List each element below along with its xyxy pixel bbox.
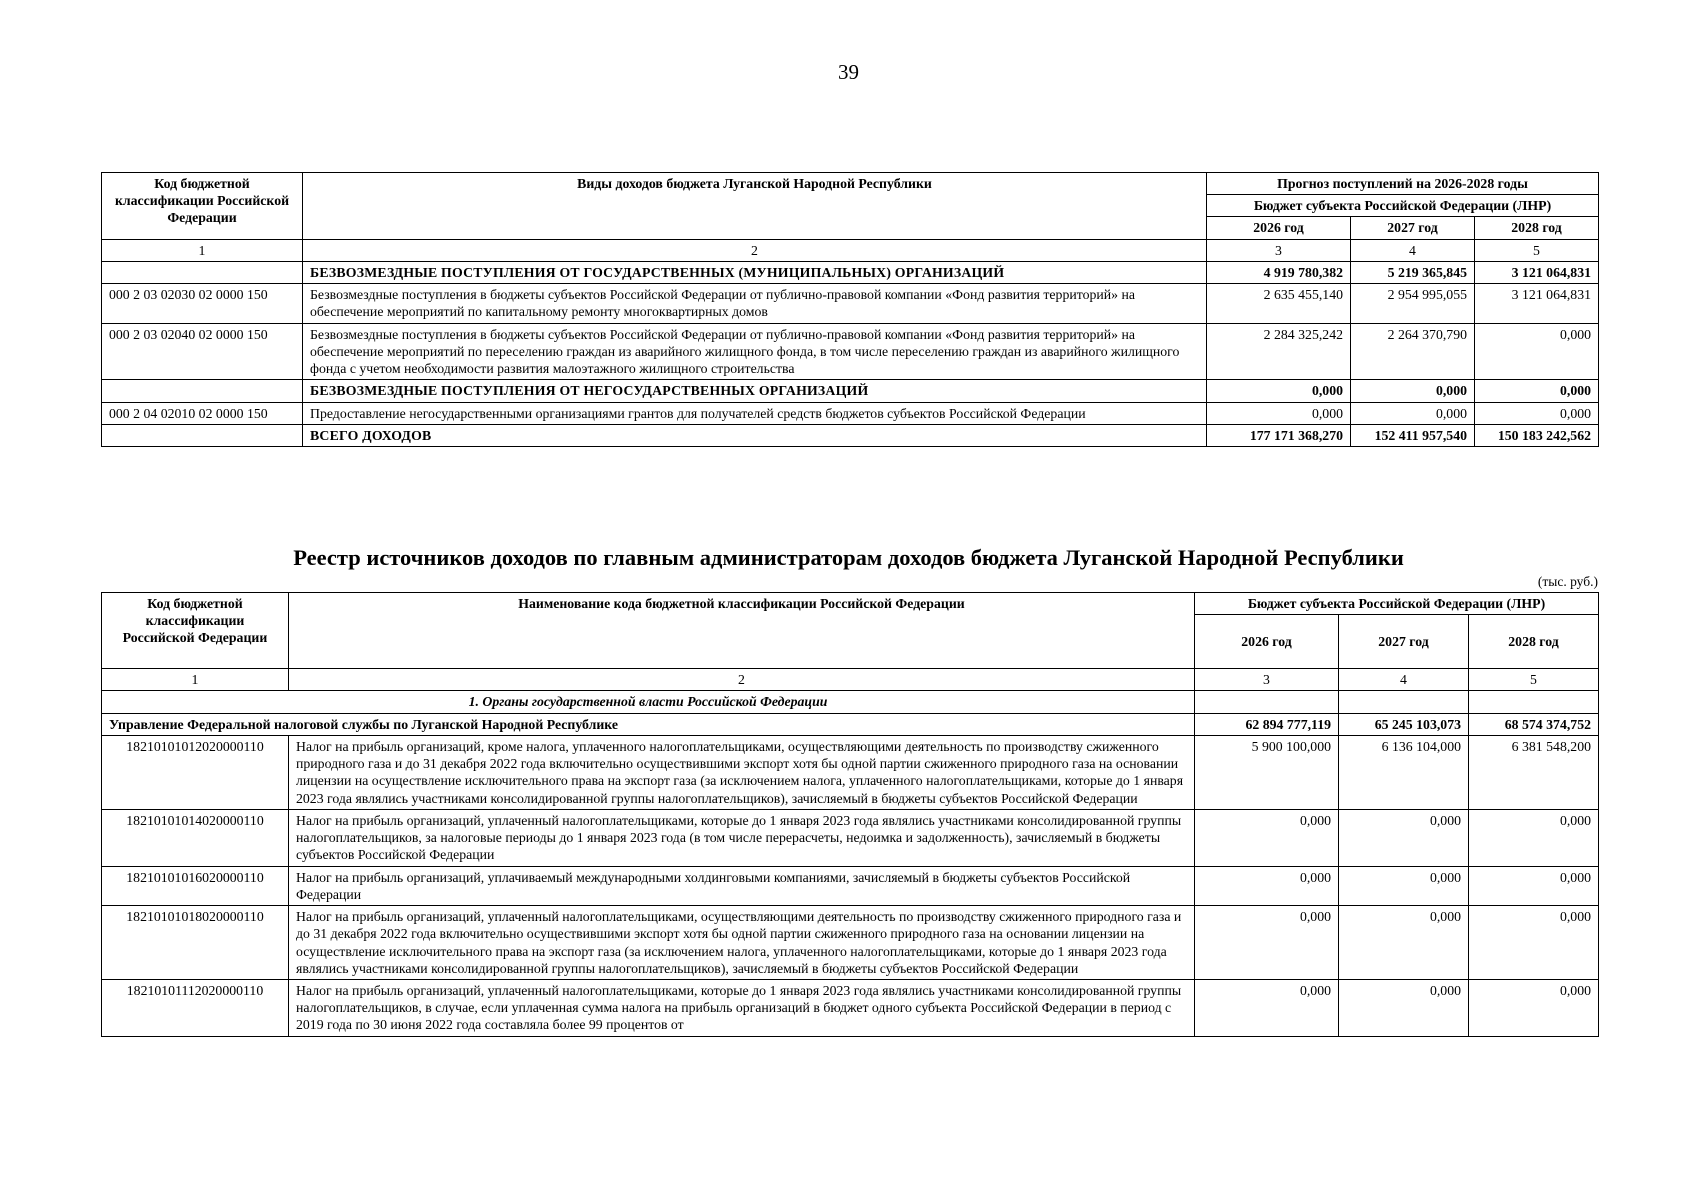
row-code: 18210101012020000110 bbox=[102, 735, 289, 809]
row-code bbox=[102, 424, 303, 446]
row-value-2028: 0,000 bbox=[1469, 906, 1599, 980]
table-row bbox=[102, 261, 1599, 283]
row-value-2027: 0,000 bbox=[1351, 402, 1475, 424]
row-code: 000 2 03 02040 02 0000 150 bbox=[102, 323, 303, 380]
row-value-2027: 5 219 365,845 bbox=[1351, 261, 1475, 283]
colnum: 3 bbox=[1195, 669, 1339, 691]
row-code: 18210101018020000110 bbox=[102, 906, 289, 980]
row-name: Предоставление негосударственными организациями грантов для получателей средств бюджетов субъектов Российской Федерации bbox=[303, 402, 1207, 424]
colnum: 3 bbox=[1207, 239, 1351, 261]
row-value-2026: 0,000 bbox=[1195, 809, 1339, 866]
header-year-2028: 2028 год bbox=[1469, 615, 1599, 669]
header-forecast: Прогноз поступлений на 2026-2028 годы bbox=[1207, 173, 1599, 195]
row-value-2027: 0,000 bbox=[1351, 380, 1475, 402]
table-row bbox=[102, 735, 1599, 809]
header-budget: Бюджет субъекта Российской Федерации (ЛНР) bbox=[1207, 195, 1599, 217]
table-row bbox=[102, 979, 1599, 1036]
row-value-2028: 0,000 bbox=[1475, 402, 1599, 424]
row-code: 18210101016020000110 bbox=[102, 866, 289, 905]
header-kbk-name: Наименование кода бюджетной классификации Российской Федерации bbox=[289, 593, 1195, 669]
row-value-2028: 0,000 bbox=[1475, 323, 1599, 380]
table-row bbox=[102, 809, 1599, 866]
row-code: 000 2 03 02030 02 0000 150 bbox=[102, 284, 303, 323]
revenue-forecast-table bbox=[101, 172, 1599, 447]
table-row bbox=[102, 323, 1599, 380]
empty-cell bbox=[1195, 691, 1339, 713]
colnum: 4 bbox=[1339, 669, 1469, 691]
row-value-2026: 0,000 bbox=[1207, 402, 1351, 424]
row-code: 18210101112020000110 bbox=[102, 979, 289, 1036]
row-value-2026: 4 919 780,382 bbox=[1207, 261, 1351, 283]
total-2026: 177 171 368,270 bbox=[1207, 424, 1351, 446]
row-value-2028: 6 381 548,200 bbox=[1469, 735, 1599, 809]
row-value-2026: 0,000 bbox=[1195, 906, 1339, 980]
column-number-row bbox=[102, 669, 1599, 691]
header-code: Код бюджетной классификации Российской Федерации bbox=[102, 593, 289, 669]
row-name: БЕЗВОЗМЕЗДНЫЕ ПОСТУПЛЕНИЯ ОТ НЕГОСУДАРСТВЕННЫХ ОРГАНИЗАЦИЙ bbox=[303, 380, 1207, 402]
empty-cell bbox=[1339, 691, 1469, 713]
column-number-row bbox=[102, 239, 1599, 261]
row-value-2026: 2 635 455,140 bbox=[1207, 284, 1351, 323]
row-value-2027: 0,000 bbox=[1339, 866, 1469, 905]
table-row bbox=[102, 284, 1599, 323]
row-value-2028: 0,000 bbox=[1469, 866, 1599, 905]
registry-title: Реестр источников доходов по главным администраторам доходов бюджета Луганской Народной Республики bbox=[293, 545, 1404, 570]
row-value-2026: 0,000 bbox=[1195, 866, 1339, 905]
row-code bbox=[102, 261, 303, 283]
admin-value-2026: 62 894 777,119 bbox=[1195, 713, 1339, 735]
empty-cell bbox=[1469, 691, 1599, 713]
row-code: 000 2 04 02010 02 0000 150 bbox=[102, 402, 303, 424]
table-row bbox=[102, 380, 1599, 402]
row-value-2028: 3 121 064,831 bbox=[1475, 261, 1599, 283]
admin-row bbox=[102, 713, 1599, 735]
admin-name: Управление Федеральной налоговой службы по Луганской Народной Республике bbox=[102, 713, 1195, 735]
row-value-2026: 5 900 100,000 bbox=[1195, 735, 1339, 809]
section-row bbox=[102, 691, 1599, 713]
colnum: 2 bbox=[303, 239, 1207, 261]
row-value-2028: 0,000 bbox=[1469, 809, 1599, 866]
row-name: Налог на прибыль организаций, кроме налога, уплаченного налогоплательщиками, осуществляющими деятельность по производству сжиженного природного газа и до 31 декабря 2022 года включительно осуществившими экспорт хотя бы одной партии сжиженного природного газа на основании лицензии на осуществление исключительного права на экспорт газа (за исключением налога, уплаченного налогоплательщиками, которые до 1 января 2023 года являлись участниками консолидированной группы налогоплательщиков), зачисляемый в бюджеты субъектов Российской Федерации bbox=[289, 735, 1195, 809]
section-title: 1. Органы государственной власти Российской Федерации bbox=[102, 691, 1195, 713]
row-name: Налог на прибыль организаций, уплаченный налогоплательщиками, которые до 1 января 2023 года являлись участниками консолидированной группы налогоплательщиков, в случае, если уплаченная сумма налога на прибыль организаций в бюджет одного субъекта Российской Федерации в период с 2019 года по 30 июня 2022 года составляла более 99 процентов от bbox=[289, 979, 1195, 1036]
colnum: 1 bbox=[102, 669, 289, 691]
colnum: 5 bbox=[1469, 669, 1599, 691]
header-year-2028: 2028 год bbox=[1475, 217, 1599, 239]
row-name: Налог на прибыль организаций, уплачиваемый международными холдинговыми компаниями, зачисляемый в бюджеты субъектов Российской Федерации bbox=[289, 866, 1195, 905]
row-value-2028: 0,000 bbox=[1475, 380, 1599, 402]
table-row bbox=[102, 402, 1599, 424]
header-year-2026: 2026 год bbox=[1207, 217, 1351, 239]
row-name: БЕЗВОЗМЕЗДНЫЕ ПОСТУПЛЕНИЯ ОТ ГОСУДАРСТВЕННЫХ (МУНИЦИПАЛЬНЫХ) ОРГАНИЗАЦИЙ bbox=[303, 261, 1207, 283]
header-budget: Бюджет субъекта Российской Федерации (ЛНР) bbox=[1195, 593, 1599, 615]
header-year-2027: 2027 год bbox=[1351, 217, 1475, 239]
row-code: 18210101014020000110 bbox=[102, 809, 289, 866]
colnum: 2 bbox=[289, 669, 1195, 691]
table-row bbox=[102, 906, 1599, 980]
units-label: (тыс. руб.) bbox=[1537, 574, 1598, 589]
header-year-2027: 2027 год bbox=[1339, 615, 1469, 669]
total-2027: 152 411 957,540 bbox=[1351, 424, 1475, 446]
row-value-2026: 2 284 325,242 bbox=[1207, 323, 1351, 380]
page-number: 39 bbox=[838, 60, 859, 84]
row-value-2027: 2 954 995,055 bbox=[1351, 284, 1475, 323]
header-income-type: Виды доходов бюджета Луганской Народной Республики bbox=[303, 173, 1207, 240]
total-row bbox=[102, 424, 1599, 446]
header-year-2026: 2026 год bbox=[1195, 615, 1339, 669]
header-code: Код бюджетной классификации Российской Федерации bbox=[102, 173, 303, 240]
colnum: 5 bbox=[1475, 239, 1599, 261]
row-value-2027: 0,000 bbox=[1339, 906, 1469, 980]
row-value-2026: 0,000 bbox=[1207, 380, 1351, 402]
admin-value-2028: 68 574 374,752 bbox=[1469, 713, 1599, 735]
row-name: Налог на прибыль организаций, уплаченный налогоплательщиками, осуществляющими деятельность по производству сжиженного природного газа и до 31 декабря 2022 года включительно осуществившими экспорт хотя бы одной партии сжиженного природного газа на основании лицензии на осуществление исключительного права на экспорт газа (за исключением налога, уплаченного налогоплательщиками, которые до 1 января 2023 года являлись участниками консолидированной группы налогоплательщиков), зачисляемый в бюджеты субъектов Российской Федерации bbox=[289, 906, 1195, 980]
admin-value-2027: 65 245 103,073 bbox=[1339, 713, 1469, 735]
row-value-2028: 3 121 064,831 bbox=[1475, 284, 1599, 323]
row-value-2027: 2 264 370,790 bbox=[1351, 323, 1475, 380]
row-value-2027: 6 136 104,000 bbox=[1339, 735, 1469, 809]
row-name: Безвозмездные поступления в бюджеты субъектов Российской Федерации от публично-правовой компании «Фонд развития территорий» на обеспечение мероприятий по капитальному ремонту многоквартирных домов bbox=[303, 284, 1207, 323]
row-value-2028: 0,000 bbox=[1469, 979, 1599, 1036]
row-value-2027: 0,000 bbox=[1339, 809, 1469, 866]
row-name: Безвозмездные поступления в бюджеты субъектов Российской Федерации от публично-правовой компании «Фонд развития территорий» на обеспечение мероприятий по переселению граждан из аварийного жилищного фонда, в том числе переселению граждан из аварийного жилищного фонда с учетом необходимости развития малоэтажного жилищного строительства bbox=[303, 323, 1207, 380]
row-name: Налог на прибыль организаций, уплаченный налогоплательщиками, которые до 1 января 2023 года являлись участниками консолидированной группы налогоплательщиков, за налоговые периоды до 1 января 2023 года (в том числе перерасчеты, недоимка и задолженность), зачисляемый в бюджеты субъектов Российской Федерации bbox=[289, 809, 1195, 866]
registry-table bbox=[101, 592, 1599, 1037]
table-row bbox=[102, 866, 1599, 905]
row-value-2026: 0,000 bbox=[1195, 979, 1339, 1036]
row-value-2027: 0,000 bbox=[1339, 979, 1469, 1036]
row-name: ВСЕГО ДОХОДОВ bbox=[303, 424, 1207, 446]
colnum: 1 bbox=[102, 239, 303, 261]
total-2028: 150 183 242,562 bbox=[1475, 424, 1599, 446]
row-code bbox=[102, 380, 303, 402]
colnum: 4 bbox=[1351, 239, 1475, 261]
